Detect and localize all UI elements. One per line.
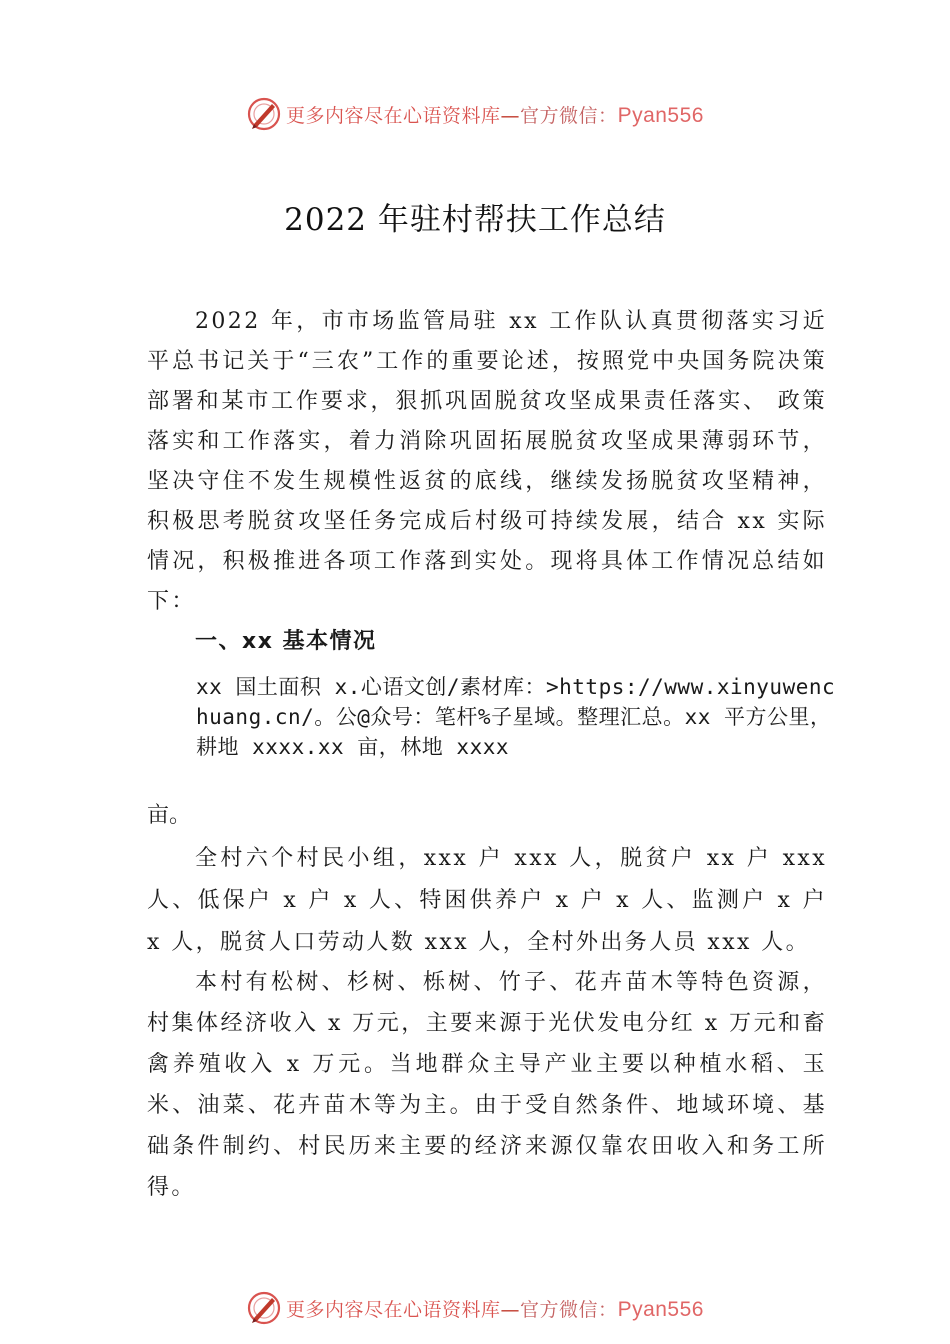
watermark-banner-bottom xyxy=(0,1288,950,1328)
pen-logo-icon xyxy=(246,1290,282,1326)
watermark-text: 更多内容尽在心语资料库—官方微信：Pyan556 xyxy=(286,1297,704,1321)
section-heading-basic-info: 一、xx 基本情况 xyxy=(195,629,377,654)
population-paragraph: 全村六个村民小组，xxx 户 xxx 人，脱贫户 xx 户 xxx 人、低保户 x 户 x 人、特困供养户 x 户 x 人、监测户 x 户 x 人，脱贫人口劳动人数 xxx 人，全村外出务人员 xxx 人。 xyxy=(147,846,827,955)
land-area-unit: 亩。 xyxy=(147,803,192,828)
document-title: 2022 年驻村帮扶工作总结 xyxy=(284,202,666,238)
pen-logo-icon xyxy=(246,96,282,132)
resources-paragraph: 本村有松树、杉树、栎树、竹子、花卉苗木等特色资源，村集体经济收入 x 万元，主要来源于光伏发电分红 x 万元和畜禽养殖收入 x 万元。当地群众主导产业主要以种植水稻、玉米、油菜、花卉苗木等为主。由于受自然条件、地域环境、基础条件制约、村民历来主要的经济来源仅靠农田收入和务工所得。 xyxy=(147,970,827,1200)
watermark-text: 更多内容尽在心语资料库—官方微信：Pyan556 xyxy=(286,103,704,127)
intro-paragraph: 2022 年，市市场监管局驻 xx 工作队认真贯彻落实习近平总书记关于“三农”工作的重要论述，按照党中央国务院决策部署和某市工作要求，狠抓巩固脱贫攻坚成果责任落实、 政策落实和工作落实，着力消除巩固拓展脱贫攻坚成果薄弱环节，坚决守住不发生规模性返贫的底线，继续发扬脱贫攻坚精神，积极思考脱贫攻坚任务完成后村级可持续发展，结合 xx 实际情况，积极推进各项工作落到实处。现将具体工作情况总结如下： xyxy=(147,309,827,614)
land-area-paragraph: xx 国土面积 x.心语文创/素材库：>https://www.xinyuwenchuang.cn/。公@众号：笔杆%子星域。整理汇总。xx 平方公里，耕地 xxxx.xx 亩，林地 xxxx xyxy=(196,675,836,759)
watermark-banner-top xyxy=(0,94,950,134)
